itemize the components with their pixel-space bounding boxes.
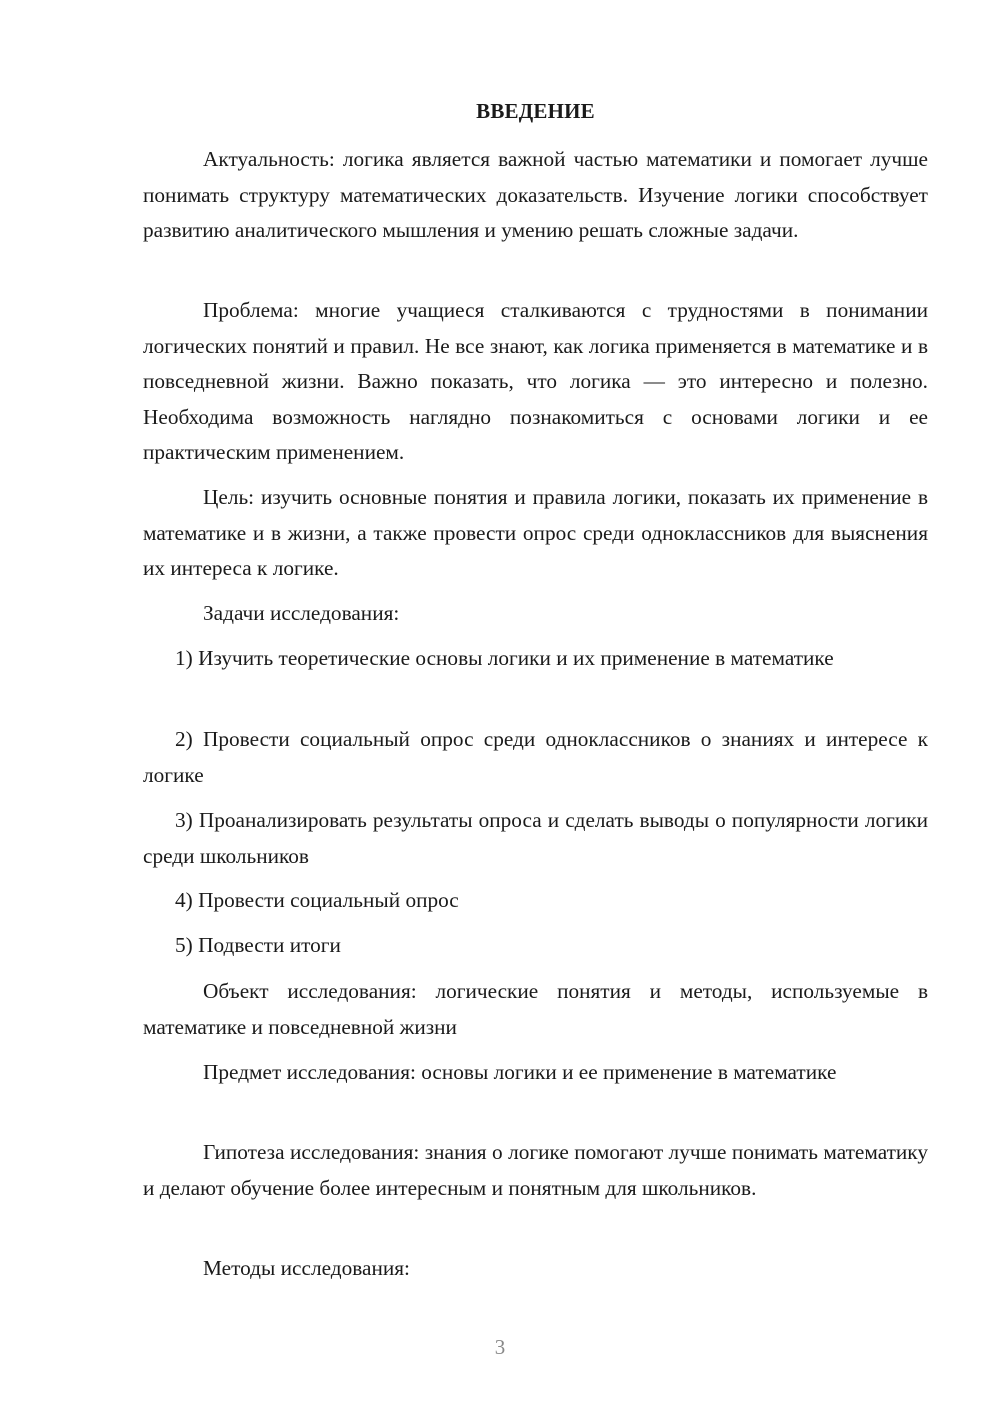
tasks-heading: Задачи исследования: (203, 601, 400, 625)
methods-heading: Методы исследования: (203, 1256, 410, 1280)
paragraph-relevance: Актуальность: логика является важной частью математики и помогает лучше понимать структуру математических доказательств. Изучение логики способствует развитию аналитического мышления и умению решать сложные задачи. (143, 147, 928, 242)
task-item-5: 5) Подвести итоги (175, 933, 341, 957)
paragraph-hypothesis: Гипотеза исследования: знания о логике помогают лучше понимать математику и делают обучение более интересным и понятным для школьников. (143, 1140, 928, 1200)
paragraph-subject: Предмет исследования: основы логики и ее применение в математике (203, 1060, 837, 1084)
task-item-2: 2) Провести социальный опрос среди одноклассников о знаниях и интересе к логике (143, 727, 928, 787)
page-number: 3 (494, 1335, 506, 1359)
task-item-3: 3) Проанализировать результаты опроса и сделать выводы о популярности логики среди школьников (143, 808, 928, 868)
paragraph-problem: Проблема: многие учащиеся сталкиваются с трудностями в понимании логических понятий и правил. Не все знают, как логика применяется в математике и в повседневной жизни. Важно показать, что логика — это интересно и полезно. Необходима возможность наглядно познакомиться с основами логики и ее практическим применением. (143, 298, 928, 464)
task-item-4: 4) Провести социальный опрос (175, 888, 459, 912)
paragraph-goal: Цель: изучить основные понятия и правила логики, показать их применение в математике и в жизни, а также провести опрос среди одноклассников для выяснения их интереса к логике. (143, 485, 928, 580)
page-title: ВВЕДЕНИЕ (476, 99, 595, 123)
paragraph-object: Объект исследования: логические понятия и методы, используемые в математике и повседневной жизни (143, 979, 928, 1039)
task-item-1: 1) Изучить теоретические основы логики и их применение в математике (175, 646, 834, 670)
